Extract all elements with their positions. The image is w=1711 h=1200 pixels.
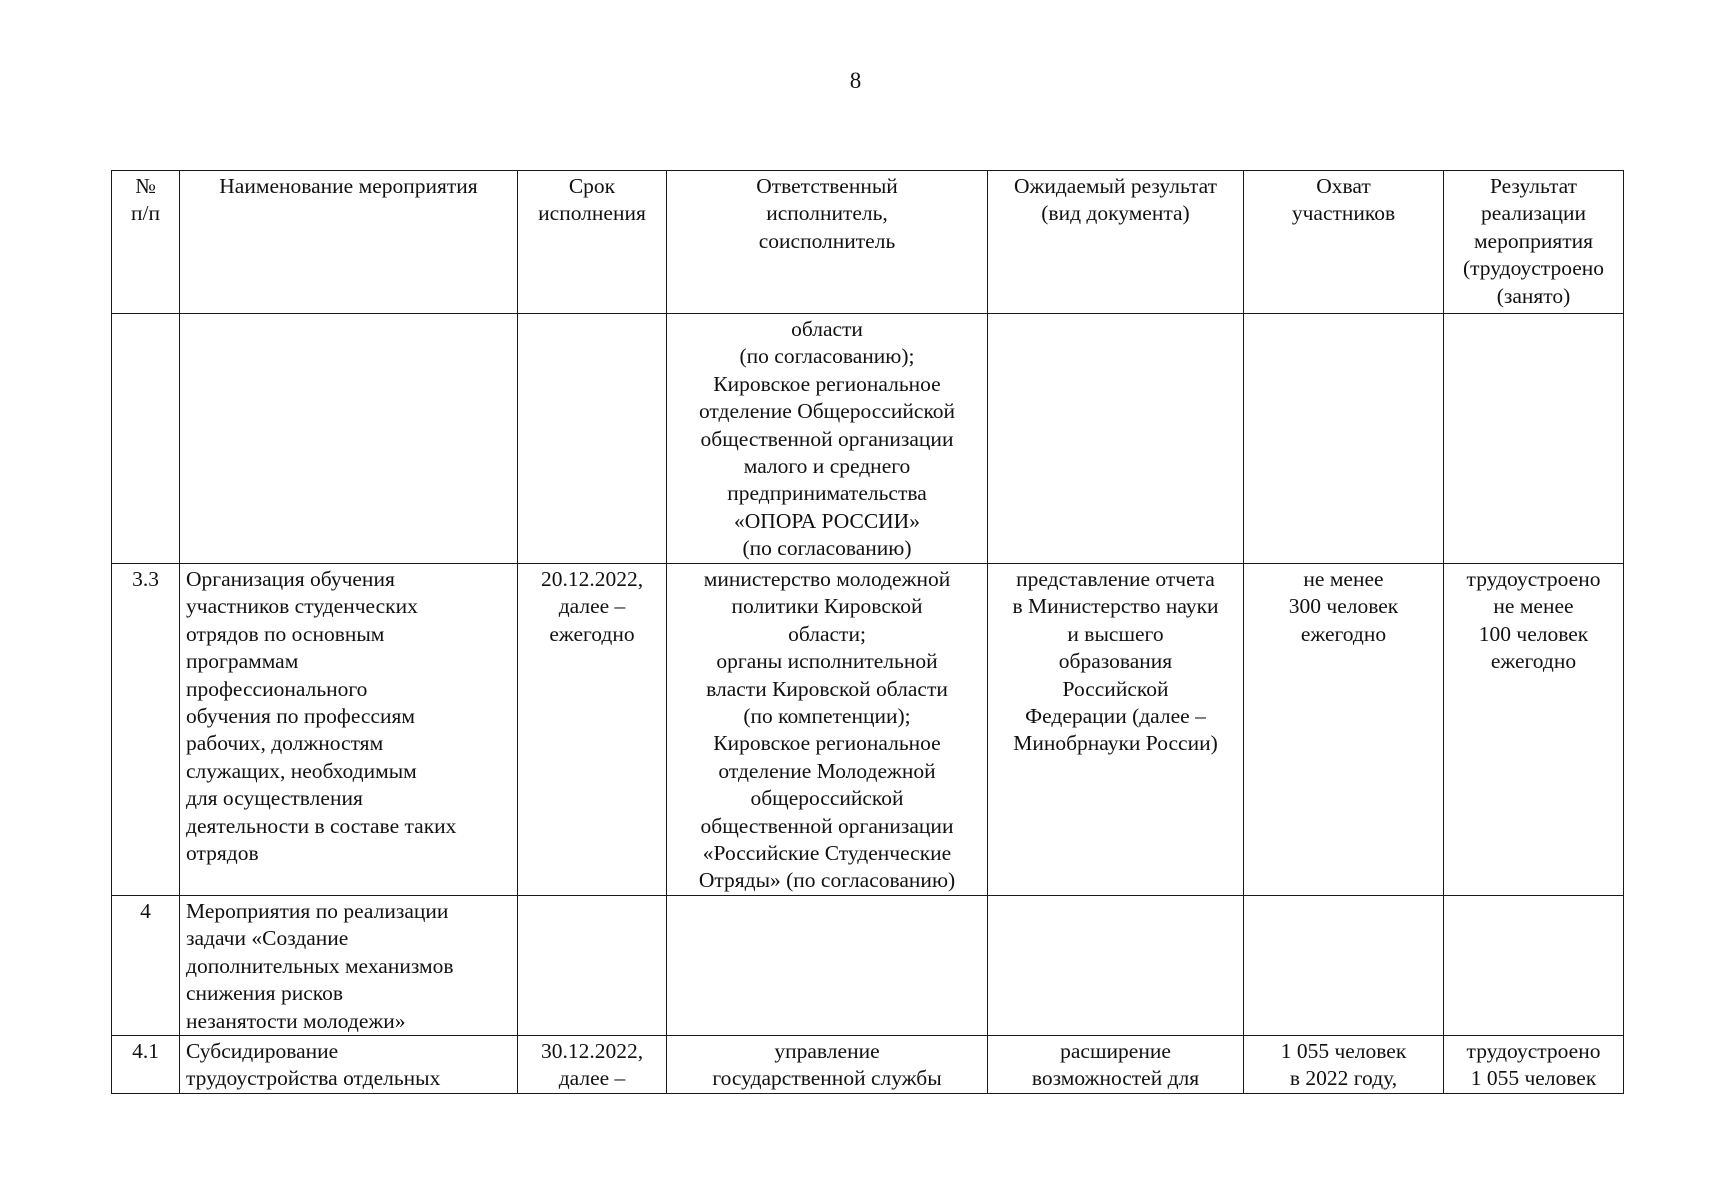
header-deadline: Срок исполнения (518, 171, 667, 314)
cell-number: 4 (112, 896, 180, 1036)
cell-result (1444, 314, 1624, 564)
cell-activity-name: Мероприятия по реализации задачи «Создание дополнительных механизмов снижения рисков незанятости молодежи» (180, 896, 518, 1036)
cell-coverage (1244, 896, 1444, 1036)
cell-responsible: области (по согласованию); Кировское региональное отделение Общероссийской общественной организации малого и среднего предпринимательства «ОПОРА РОССИИ» (по согласованию) (667, 314, 988, 564)
cell-result: трудоустроено 1 055 человек (1444, 1036, 1624, 1094)
cell-result (1444, 896, 1624, 1036)
header-activity-name: Наименование мероприятия (180, 171, 518, 314)
table-row (112, 564, 1624, 896)
cell-expected-result (988, 896, 1244, 1036)
cell-activity-name: Субсидирование трудоустройства отдельных (180, 1036, 518, 1094)
cell-activity-name (180, 314, 518, 564)
cell-deadline: 20.12.2022, далее – ежегодно (518, 564, 667, 896)
header-result: Результат реализации мероприятия (трудоустроено (занято) (1444, 171, 1624, 314)
cell-coverage (1244, 314, 1444, 564)
header-responsible: Ответственный исполнитель, соисполнитель (667, 171, 988, 314)
activities-table (111, 170, 1624, 1094)
cell-deadline: 30.12.2022, далее – (518, 1036, 667, 1094)
cell-expected-result (988, 314, 1244, 564)
header-expected-result: Ожидаемый результат (вид документа) (988, 171, 1244, 314)
cell-responsible (667, 896, 988, 1036)
header-number: № п/п (112, 171, 180, 314)
cell-result: трудоустроено не менее 100 человек ежегодно (1444, 564, 1624, 896)
header-coverage: Охват участников (1244, 171, 1444, 314)
cell-number: 4.1 (112, 1036, 180, 1094)
cell-number (112, 314, 180, 564)
table-row (112, 314, 1624, 564)
cell-responsible: управление государственной службы (667, 1036, 988, 1094)
page-number: 8 (849, 68, 862, 93)
cell-expected-result: расширение возможностей для (988, 1036, 1244, 1094)
cell-activity-name: Организация обучения участников студенческих отрядов по основным программам профессионального обучения по профессиям рабочих, должностям служащих, необходимым для осуществления деятельности в составе таких отрядов (180, 564, 518, 896)
cell-deadline (518, 314, 667, 564)
table-row (112, 896, 1624, 1036)
cell-deadline (518, 896, 667, 1036)
cell-responsible: министерство молодежной политики Кировской области; органы исполнительной власти Кировской области (по компетенции); Кировское региональное отделение Молодежной общероссийской общественной организации «Российские Студенческие Отряды» (по согласованию) (667, 564, 988, 896)
table-row (112, 1036, 1624, 1094)
cell-expected-result: представление отчета в Министерство науки и высшего образования Российской Федерации (далее – Минобрнауки России) (988, 564, 1244, 896)
cell-coverage: 1 055 человек в 2022 году, (1244, 1036, 1444, 1094)
cell-coverage: не менее 300 человек ежегодно (1244, 564, 1444, 896)
table-header-row (112, 171, 1624, 314)
cell-number: 3.3 (112, 564, 180, 896)
